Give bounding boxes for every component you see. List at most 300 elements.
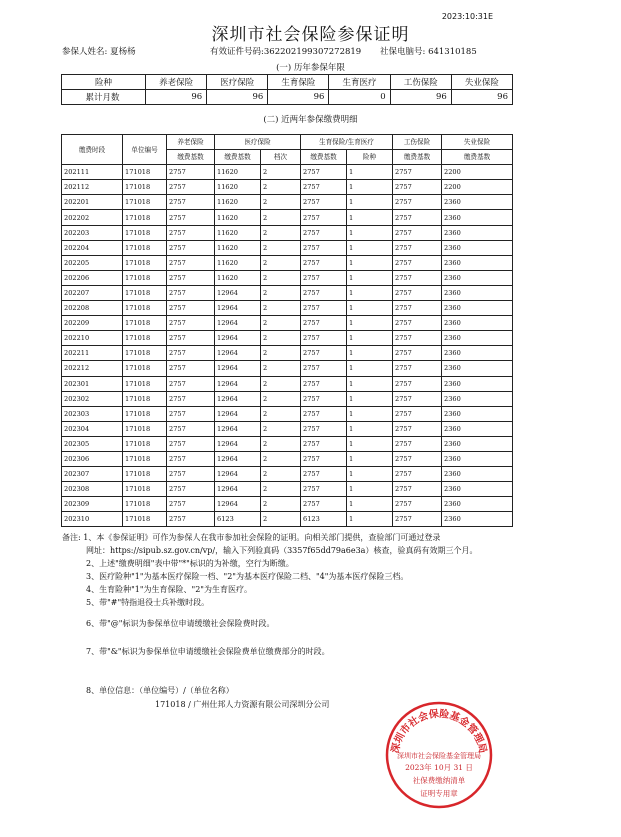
table-cell: 171018 — [123, 195, 167, 210]
table-row — [62, 467, 513, 482]
table-cell: 171018 — [123, 361, 167, 376]
table-row — [62, 165, 513, 180]
table-cell: 2757 — [167, 285, 215, 300]
id-label: 有效证件号码: — [210, 47, 264, 57]
table-cell: 2757 — [393, 482, 442, 497]
table-cell: 171018 — [123, 165, 167, 180]
table-cell: 1 — [347, 301, 393, 316]
table-cell: 2200 — [442, 165, 513, 180]
table-cell: 2757 — [393, 301, 442, 316]
table-cell: 2757 — [393, 376, 442, 391]
table-cell: 1 — [347, 285, 393, 300]
table-cell: 2360 — [442, 316, 513, 331]
table-cell: 2 — [261, 361, 301, 376]
table-cell: 171018 — [123, 331, 167, 346]
table-cell: 2757 — [167, 301, 215, 316]
table-cell: 2 — [261, 240, 301, 255]
notes-prefix: 备注: — [62, 533, 81, 542]
table-cell: 2757 — [167, 391, 215, 406]
table-cell: 2757 — [393, 285, 442, 300]
table-cell: 2757 — [301, 346, 347, 361]
table-cell: 2757 — [167, 467, 215, 482]
note-7: 7、带"&"标识为参保单位申请缓缴社会保险费单位缴费部分的时段。 — [86, 647, 330, 656]
table-cell: 12964 — [215, 316, 261, 331]
summary-value-cell: 0 — [329, 90, 390, 105]
table-cell: 2360 — [442, 346, 513, 361]
detail-table — [61, 134, 513, 527]
table-cell: 2360 — [442, 482, 513, 497]
subheader-base: 缴费基数 — [215, 150, 261, 165]
table-cell: 1 — [347, 436, 393, 451]
table-cell: 202112 — [62, 180, 123, 195]
table-cell: 1 — [347, 376, 393, 391]
table-cell: 2360 — [442, 406, 513, 421]
table-cell: 2 — [261, 165, 301, 180]
table-row — [62, 391, 513, 406]
table-cell: 2360 — [442, 301, 513, 316]
summary-section-title: (一) 历年参保年限 — [276, 63, 345, 73]
table-cell: 2360 — [442, 225, 513, 240]
table-cell: 171018 — [123, 346, 167, 361]
table-cell: 2360 — [442, 195, 513, 210]
table-cell: 2 — [261, 391, 301, 406]
table-cell: 2757 — [301, 331, 347, 346]
table-cell: 2757 — [393, 391, 442, 406]
table-cell: 202204 — [62, 240, 123, 255]
table-cell: 202310 — [62, 512, 123, 527]
table-cell: 202202 — [62, 210, 123, 225]
table-cell: 2757 — [393, 165, 442, 180]
table-cell: 2757 — [393, 316, 442, 331]
table-cell: 2757 — [393, 512, 442, 527]
table-cell: 202212 — [62, 361, 123, 376]
table-cell: 202208 — [62, 301, 123, 316]
table-cell: 2757 — [167, 497, 215, 512]
table-cell: 202305 — [62, 436, 123, 451]
table-cell: 2757 — [393, 406, 442, 421]
name-value: 夏杨杨 — [110, 47, 136, 57]
table-cell: 2757 — [167, 210, 215, 225]
table-cell: 2757 — [301, 361, 347, 376]
header-maternity: 生育保险/生育医疗 — [301, 135, 393, 150]
table-cell: 1 — [347, 391, 393, 406]
id-value: 362202199307272819 — [263, 47, 362, 57]
table-cell: 1 — [347, 361, 393, 376]
table-cell: 11620 — [215, 225, 261, 240]
table-cell: 2757 — [393, 210, 442, 225]
table-cell: 2757 — [167, 406, 215, 421]
subheader-base: 缴费基数 — [301, 150, 347, 165]
table-cell: 2757 — [301, 270, 347, 285]
table-cell: 171018 — [123, 497, 167, 512]
table-cell: 2360 — [442, 467, 513, 482]
table-cell: 2 — [261, 346, 301, 361]
table-cell: 2757 — [393, 195, 442, 210]
table-cell: 2 — [261, 406, 301, 421]
note-2: 2、上述"缴费明细"表中带"*"标识的为补缴，空行为断缴。 — [86, 559, 294, 568]
table-cell: 2360 — [442, 270, 513, 285]
table-cell: 12964 — [215, 406, 261, 421]
table-cell: 171018 — [123, 255, 167, 270]
table-cell: 2757 — [301, 285, 347, 300]
table-cell: 1 — [347, 255, 393, 270]
table-cell: 2757 — [393, 421, 442, 436]
header-pension: 养老保险 — [167, 135, 215, 150]
header-medical: 医疗保险 — [215, 135, 301, 150]
table-cell: 2 — [261, 285, 301, 300]
table-cell: 1 — [347, 165, 393, 180]
table-cell: 2 — [261, 436, 301, 451]
table-row — [62, 451, 513, 466]
table-cell: 12964 — [215, 467, 261, 482]
table-cell: 202308 — [62, 482, 123, 497]
table-cell: 2200 — [442, 180, 513, 195]
note-3: 3、医疗险种"1"为基本医疗保险一档、"2"为基本医疗保险二档、"4"为基本医疗保险三档。 — [86, 572, 409, 581]
note-4: 4、生育险种"1"为生育保险、"2"为生育医疗。 — [86, 585, 252, 594]
table-cell: 171018 — [123, 316, 167, 331]
table-cell: 1 — [347, 451, 393, 466]
note-1 — [62, 531, 477, 544]
table-cell: 11620 — [215, 240, 261, 255]
table-cell: 2757 — [167, 180, 215, 195]
summary-header-cell: 医疗保险 — [207, 75, 268, 90]
table-cell: 2 — [261, 376, 301, 391]
table-cell: 12964 — [215, 497, 261, 512]
print-timestamp: 2023:10:31E — [441, 12, 493, 21]
table-cell: 202210 — [62, 331, 123, 346]
table-row — [62, 301, 513, 316]
seal-line-1: 深圳市社会保险基金管理局 — [397, 752, 481, 760]
table-cell: 2757 — [301, 180, 347, 195]
table-cell: 2757 — [167, 451, 215, 466]
table-cell: 2757 — [167, 195, 215, 210]
summary-value-row — [62, 90, 513, 105]
table-row — [62, 497, 513, 512]
table-cell: 2757 — [393, 497, 442, 512]
table-cell: 202301 — [62, 376, 123, 391]
summary-value-cell: 96 — [146, 90, 207, 105]
table-cell: 2757 — [301, 406, 347, 421]
summary-row-label: 累计月数 — [62, 90, 146, 105]
note-6: 6、带"@"标识为参保单位申请缓缴社会保险费时段。 — [86, 619, 275, 628]
subheader-type: 险种 — [347, 150, 393, 165]
table-cell: 2 — [261, 255, 301, 270]
table-cell: 2757 — [301, 301, 347, 316]
table-cell: 2 — [261, 180, 301, 195]
table-cell: 2757 — [301, 376, 347, 391]
table-row — [62, 482, 513, 497]
table-cell: 12964 — [215, 301, 261, 316]
table-cell: 1 — [347, 497, 393, 512]
table-cell: 12964 — [215, 331, 261, 346]
table-cell: 1 — [347, 331, 393, 346]
subheader-base: 缴费基数 — [393, 150, 442, 165]
table-cell: 11620 — [215, 165, 261, 180]
table-cell: 2757 — [167, 436, 215, 451]
table-cell: 11620 — [215, 270, 261, 285]
table-cell: 11620 — [215, 255, 261, 270]
summary-header-cell: 养老保险 — [146, 75, 207, 90]
table-cell: 2360 — [442, 376, 513, 391]
table-cell: 12964 — [215, 376, 261, 391]
table-cell: 1 — [347, 225, 393, 240]
table-row — [62, 361, 513, 376]
unit-info: 171018 / 广州仕邦人力资源有限公司深圳分公司 — [155, 700, 330, 709]
table-cell: 2757 — [301, 225, 347, 240]
table-cell: 2757 — [301, 451, 347, 466]
summary-value-cell: 96 — [207, 90, 268, 105]
table-cell: 6123 — [215, 512, 261, 527]
table-cell: 1 — [347, 195, 393, 210]
table-cell: 2757 — [393, 436, 442, 451]
table-cell: 171018 — [123, 406, 167, 421]
table-cell: 2757 — [393, 270, 442, 285]
table-row — [62, 512, 513, 527]
table-row — [62, 210, 513, 225]
table-cell: 2757 — [301, 482, 347, 497]
subheader-base: 缴费基数 — [167, 150, 215, 165]
table-cell: 2757 — [301, 391, 347, 406]
header-period: 缴费时段 — [62, 135, 123, 165]
table-cell: 2 — [261, 195, 301, 210]
table-cell: 202111 — [62, 165, 123, 180]
ssn-value: 641310185 — [428, 47, 477, 57]
table-cell: 2 — [261, 421, 301, 436]
table-cell: 202206 — [62, 270, 123, 285]
table-cell: 2757 — [393, 225, 442, 240]
summary-header-row — [62, 75, 513, 90]
table-cell: 2360 — [442, 210, 513, 225]
table-cell: 2757 — [393, 255, 442, 270]
table-cell: 2757 — [167, 482, 215, 497]
table-cell: 12964 — [215, 361, 261, 376]
detail-body — [62, 165, 513, 527]
table-cell: 2757 — [393, 361, 442, 376]
table-cell: 1 — [347, 240, 393, 255]
table-cell: 2360 — [442, 497, 513, 512]
table-cell: 1 — [347, 180, 393, 195]
table-cell: 2757 — [301, 436, 347, 451]
id-number — [210, 45, 361, 57]
table-cell: 202306 — [62, 451, 123, 466]
table-cell: 2360 — [442, 451, 513, 466]
header-unit: 单位编号 — [123, 135, 167, 165]
table-cell: 171018 — [123, 210, 167, 225]
table-cell: 171018 — [123, 436, 167, 451]
table-cell: 171018 — [123, 180, 167, 195]
summary-value-cell: 96 — [268, 90, 329, 105]
table-cell: 202307 — [62, 467, 123, 482]
table-row — [62, 406, 513, 421]
table-cell: 12964 — [215, 391, 261, 406]
table-cell: 171018 — [123, 285, 167, 300]
table-cell: 1 — [347, 467, 393, 482]
table-cell: 2 — [261, 512, 301, 527]
table-cell: 1 — [347, 406, 393, 421]
table-row — [62, 436, 513, 451]
table-cell: 2 — [261, 210, 301, 225]
summary-header-cell: 失业保险 — [451, 75, 512, 90]
table-row — [62, 376, 513, 391]
table-cell: 171018 — [123, 225, 167, 240]
table-cell: 2757 — [167, 225, 215, 240]
table-cell: 2757 — [167, 376, 215, 391]
table-cell: 202303 — [62, 406, 123, 421]
table-cell: 2757 — [167, 346, 215, 361]
table-cell: 171018 — [123, 240, 167, 255]
table-cell: 11620 — [215, 210, 261, 225]
table-row — [62, 421, 513, 436]
official-seal — [384, 700, 494, 810]
table-cell: 2757 — [167, 270, 215, 285]
table-row — [62, 331, 513, 346]
notes-block — [62, 531, 477, 609]
note-1b: 网址：https://sipub.sz.gov.cn/vp/，输入下列验真码（3357f65dd79a6e3a）核查，验真码有效期三个月。 — [86, 546, 478, 555]
table-cell: 202302 — [62, 391, 123, 406]
table-cell: 12964 — [215, 421, 261, 436]
detail-section-title: (二) 近两年参保缴费明细 — [263, 115, 358, 125]
table-cell: 2360 — [442, 436, 513, 451]
table-cell: 2757 — [301, 165, 347, 180]
summary-header-cell: 险种 — [62, 75, 146, 90]
table-cell: 2757 — [393, 180, 442, 195]
table-cell: 2 — [261, 482, 301, 497]
table-cell: 2757 — [167, 421, 215, 436]
seal-date: 2023年 10月 31 日 — [405, 763, 473, 772]
table-cell: 171018 — [123, 467, 167, 482]
table-cell: 2757 — [301, 421, 347, 436]
table-cell: 2757 — [393, 467, 442, 482]
summary-value-cell: 96 — [451, 90, 512, 105]
seal-line-3: 社保费缴纳清单 — [412, 776, 466, 785]
table-cell: 202304 — [62, 421, 123, 436]
table-cell: 2757 — [301, 467, 347, 482]
table-cell: 2757 — [393, 240, 442, 255]
table-cell: 2757 — [301, 255, 347, 270]
subheader-base: 缴费基数 — [442, 150, 513, 165]
header-unemployment: 失业保险 — [442, 135, 513, 150]
note-5: 5、带"#"特指退役士兵补缴时段。 — [86, 598, 210, 607]
table-cell: 2757 — [167, 255, 215, 270]
table-cell: 2757 — [167, 331, 215, 346]
table-cell: 202203 — [62, 225, 123, 240]
insured-name — [62, 45, 136, 57]
table-row — [62, 270, 513, 285]
table-cell: 2360 — [442, 512, 513, 527]
table-cell: 12964 — [215, 451, 261, 466]
table-cell: 202211 — [62, 346, 123, 361]
table-cell: 2757 — [301, 210, 347, 225]
table-cell: 12964 — [215, 285, 261, 300]
name-label: 参保人姓名: — [62, 47, 108, 57]
document-title: 深圳市社会保险参保证明 — [211, 25, 410, 45]
table-cell: 2 — [261, 225, 301, 240]
table-row — [62, 346, 513, 361]
seal-line-4: 证明专用章 — [420, 789, 458, 798]
table-cell: 2360 — [442, 391, 513, 406]
table-cell: 171018 — [123, 376, 167, 391]
detail-header-row — [62, 135, 513, 150]
table-cell: 12964 — [215, 436, 261, 451]
table-cell: 2757 — [167, 240, 215, 255]
table-cell: 2360 — [442, 421, 513, 436]
table-cell: 11620 — [215, 195, 261, 210]
note-8: 8、单位信息：（单位编号）/（单位名称） — [86, 686, 234, 695]
table-cell: 171018 — [123, 270, 167, 285]
table-cell: 2757 — [301, 240, 347, 255]
table-cell: 2360 — [442, 361, 513, 376]
subheader-grade: 档次 — [261, 150, 301, 165]
table-cell: 2360 — [442, 285, 513, 300]
table-cell: 1 — [347, 346, 393, 361]
ssn-number — [380, 45, 477, 57]
table-cell: 171018 — [123, 301, 167, 316]
table-cell: 202205 — [62, 255, 123, 270]
table-cell: 2 — [261, 316, 301, 331]
table-cell: 171018 — [123, 451, 167, 466]
table-row — [62, 285, 513, 300]
summary-header-cell: 工伤保险 — [390, 75, 451, 90]
note-1-text: 1、本《参保证明》可作为参保人在我市参加社会保险的证明。向相关部门提供，查验部门可通过登录 — [83, 533, 441, 542]
table-cell: 2360 — [442, 331, 513, 346]
table-cell: 2 — [261, 301, 301, 316]
table-cell: 2757 — [167, 316, 215, 331]
table-cell: 2 — [261, 497, 301, 512]
summary-header-cell: 生育保险 — [268, 75, 329, 90]
header-injury: 工伤保险 — [393, 135, 442, 150]
table-cell: 202209 — [62, 316, 123, 331]
table-cell: 2 — [261, 270, 301, 285]
table-cell: 2757 — [301, 195, 347, 210]
table-cell: 2360 — [442, 240, 513, 255]
seal-ring-text: 深圳市社会保险基金管理局 — [390, 708, 488, 755]
table-row — [62, 225, 513, 240]
ssn-label: 社保电脑号: — [380, 47, 426, 57]
table-cell: 1 — [347, 512, 393, 527]
table-cell: 1 — [347, 482, 393, 497]
table-cell: 1 — [347, 210, 393, 225]
table-cell: 2757 — [393, 331, 442, 346]
table-cell: 171018 — [123, 512, 167, 527]
table-cell: 202309 — [62, 497, 123, 512]
table-row — [62, 195, 513, 210]
table-cell: 12964 — [215, 482, 261, 497]
table-cell: 2757 — [167, 165, 215, 180]
table-cell: 2360 — [442, 255, 513, 270]
table-cell: 202207 — [62, 285, 123, 300]
table-row — [62, 255, 513, 270]
table-cell: 202201 — [62, 195, 123, 210]
table-cell: 2757 — [393, 451, 442, 466]
table-cell: 171018 — [123, 421, 167, 436]
table-cell: 2757 — [301, 497, 347, 512]
table-cell: 2 — [261, 451, 301, 466]
table-cell: 171018 — [123, 391, 167, 406]
table-cell: 1 — [347, 316, 393, 331]
table-cell: 12964 — [215, 346, 261, 361]
table-cell: 2757 — [301, 316, 347, 331]
table-cell: 2757 — [393, 346, 442, 361]
table-cell: 11620 — [215, 180, 261, 195]
summary-value-cell: 96 — [390, 90, 451, 105]
table-cell: 2757 — [167, 512, 215, 527]
table-cell: 1 — [347, 270, 393, 285]
table-row — [62, 240, 513, 255]
summary-table — [61, 74, 513, 105]
summary-header-cell: 生育医疗 — [329, 75, 390, 90]
table-cell: 1 — [347, 421, 393, 436]
table-row — [62, 180, 513, 195]
